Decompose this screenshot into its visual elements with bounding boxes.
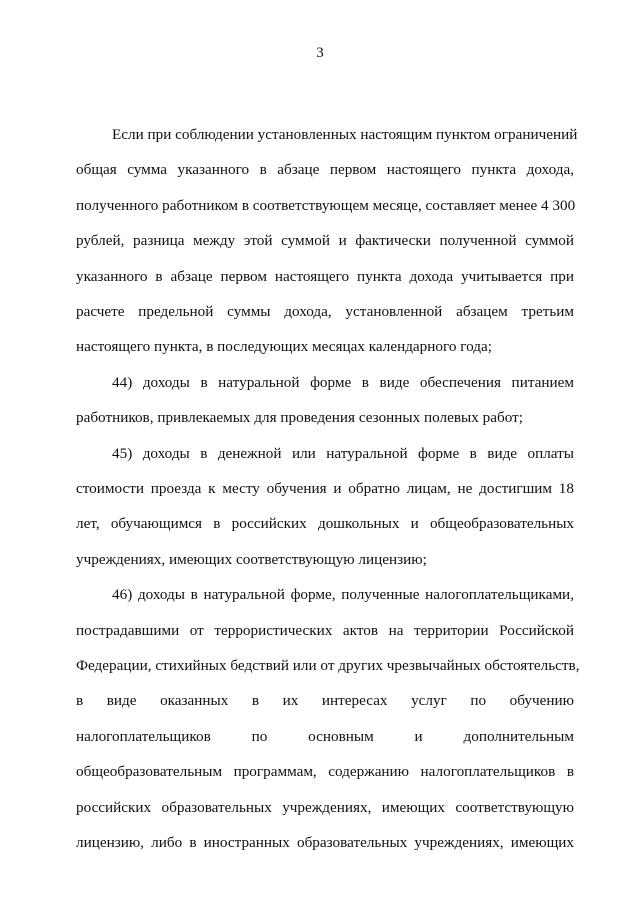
text-line: общеобразовательным программам, содержанию налогоплательщиков в (76, 763, 574, 780)
text-line: учреждениях, имеющих соответствующую лицензию; (76, 551, 427, 568)
text-line: российских образовательных учреждениях, имеющих соответствующую (76, 799, 574, 816)
text-line: рублей, разница между этой суммой и фактически полученной суммой (76, 232, 574, 249)
text-line: в виде оказанных в их интересах услуг по обучению (76, 692, 574, 709)
page-number: 3 (316, 45, 324, 61)
text-line: Федерации, стихийных бедствий или от других чрезвычайных обстоятельств, (76, 657, 580, 674)
text-line: расчете предельной суммы дохода, установленной абзацем третьим (76, 303, 574, 320)
text-line: 45) доходы в денежной или натуральной форме в виде оплаты (112, 445, 574, 462)
text-line: полученного работником в соответствующем месяце, составляет менее 4 300 (76, 197, 576, 214)
text-line: настоящего пункта, в последующих месяцах календарного года; (76, 338, 492, 355)
text-line: стоимости проезда к месту обучения и обратно лицам, не достигшим 18 (76, 480, 574, 497)
text-line: указанного в абзаце первом настоящего пункта дохода учитывается при (76, 268, 574, 285)
text-line: 44) доходы в натуральной форме в виде обеспечения питанием (112, 374, 574, 391)
text-line: 46) доходы в натуральной форме, полученные налогоплательщиками, (112, 586, 574, 603)
text-line: налогоплательщиков по основным и дополнительным (76, 728, 574, 745)
text-line: пострадавшими от террористических актов на территории Российской (76, 622, 574, 639)
text-line: лет, обучающимся в российских дошкольных и общеобразовательных (76, 515, 574, 532)
text-line: работников, привлекаемых для проведения сезонных полевых работ; (76, 409, 523, 426)
text-line: лицензию, либо в иностранных образовательных учреждениях, имеющих (76, 834, 574, 851)
text-line: Если при соблюдении установленных настоящим пунктом ограничений (112, 126, 578, 143)
text-line: общая сумма указанного в абзаце первом настоящего пункта дохода, (76, 161, 574, 178)
